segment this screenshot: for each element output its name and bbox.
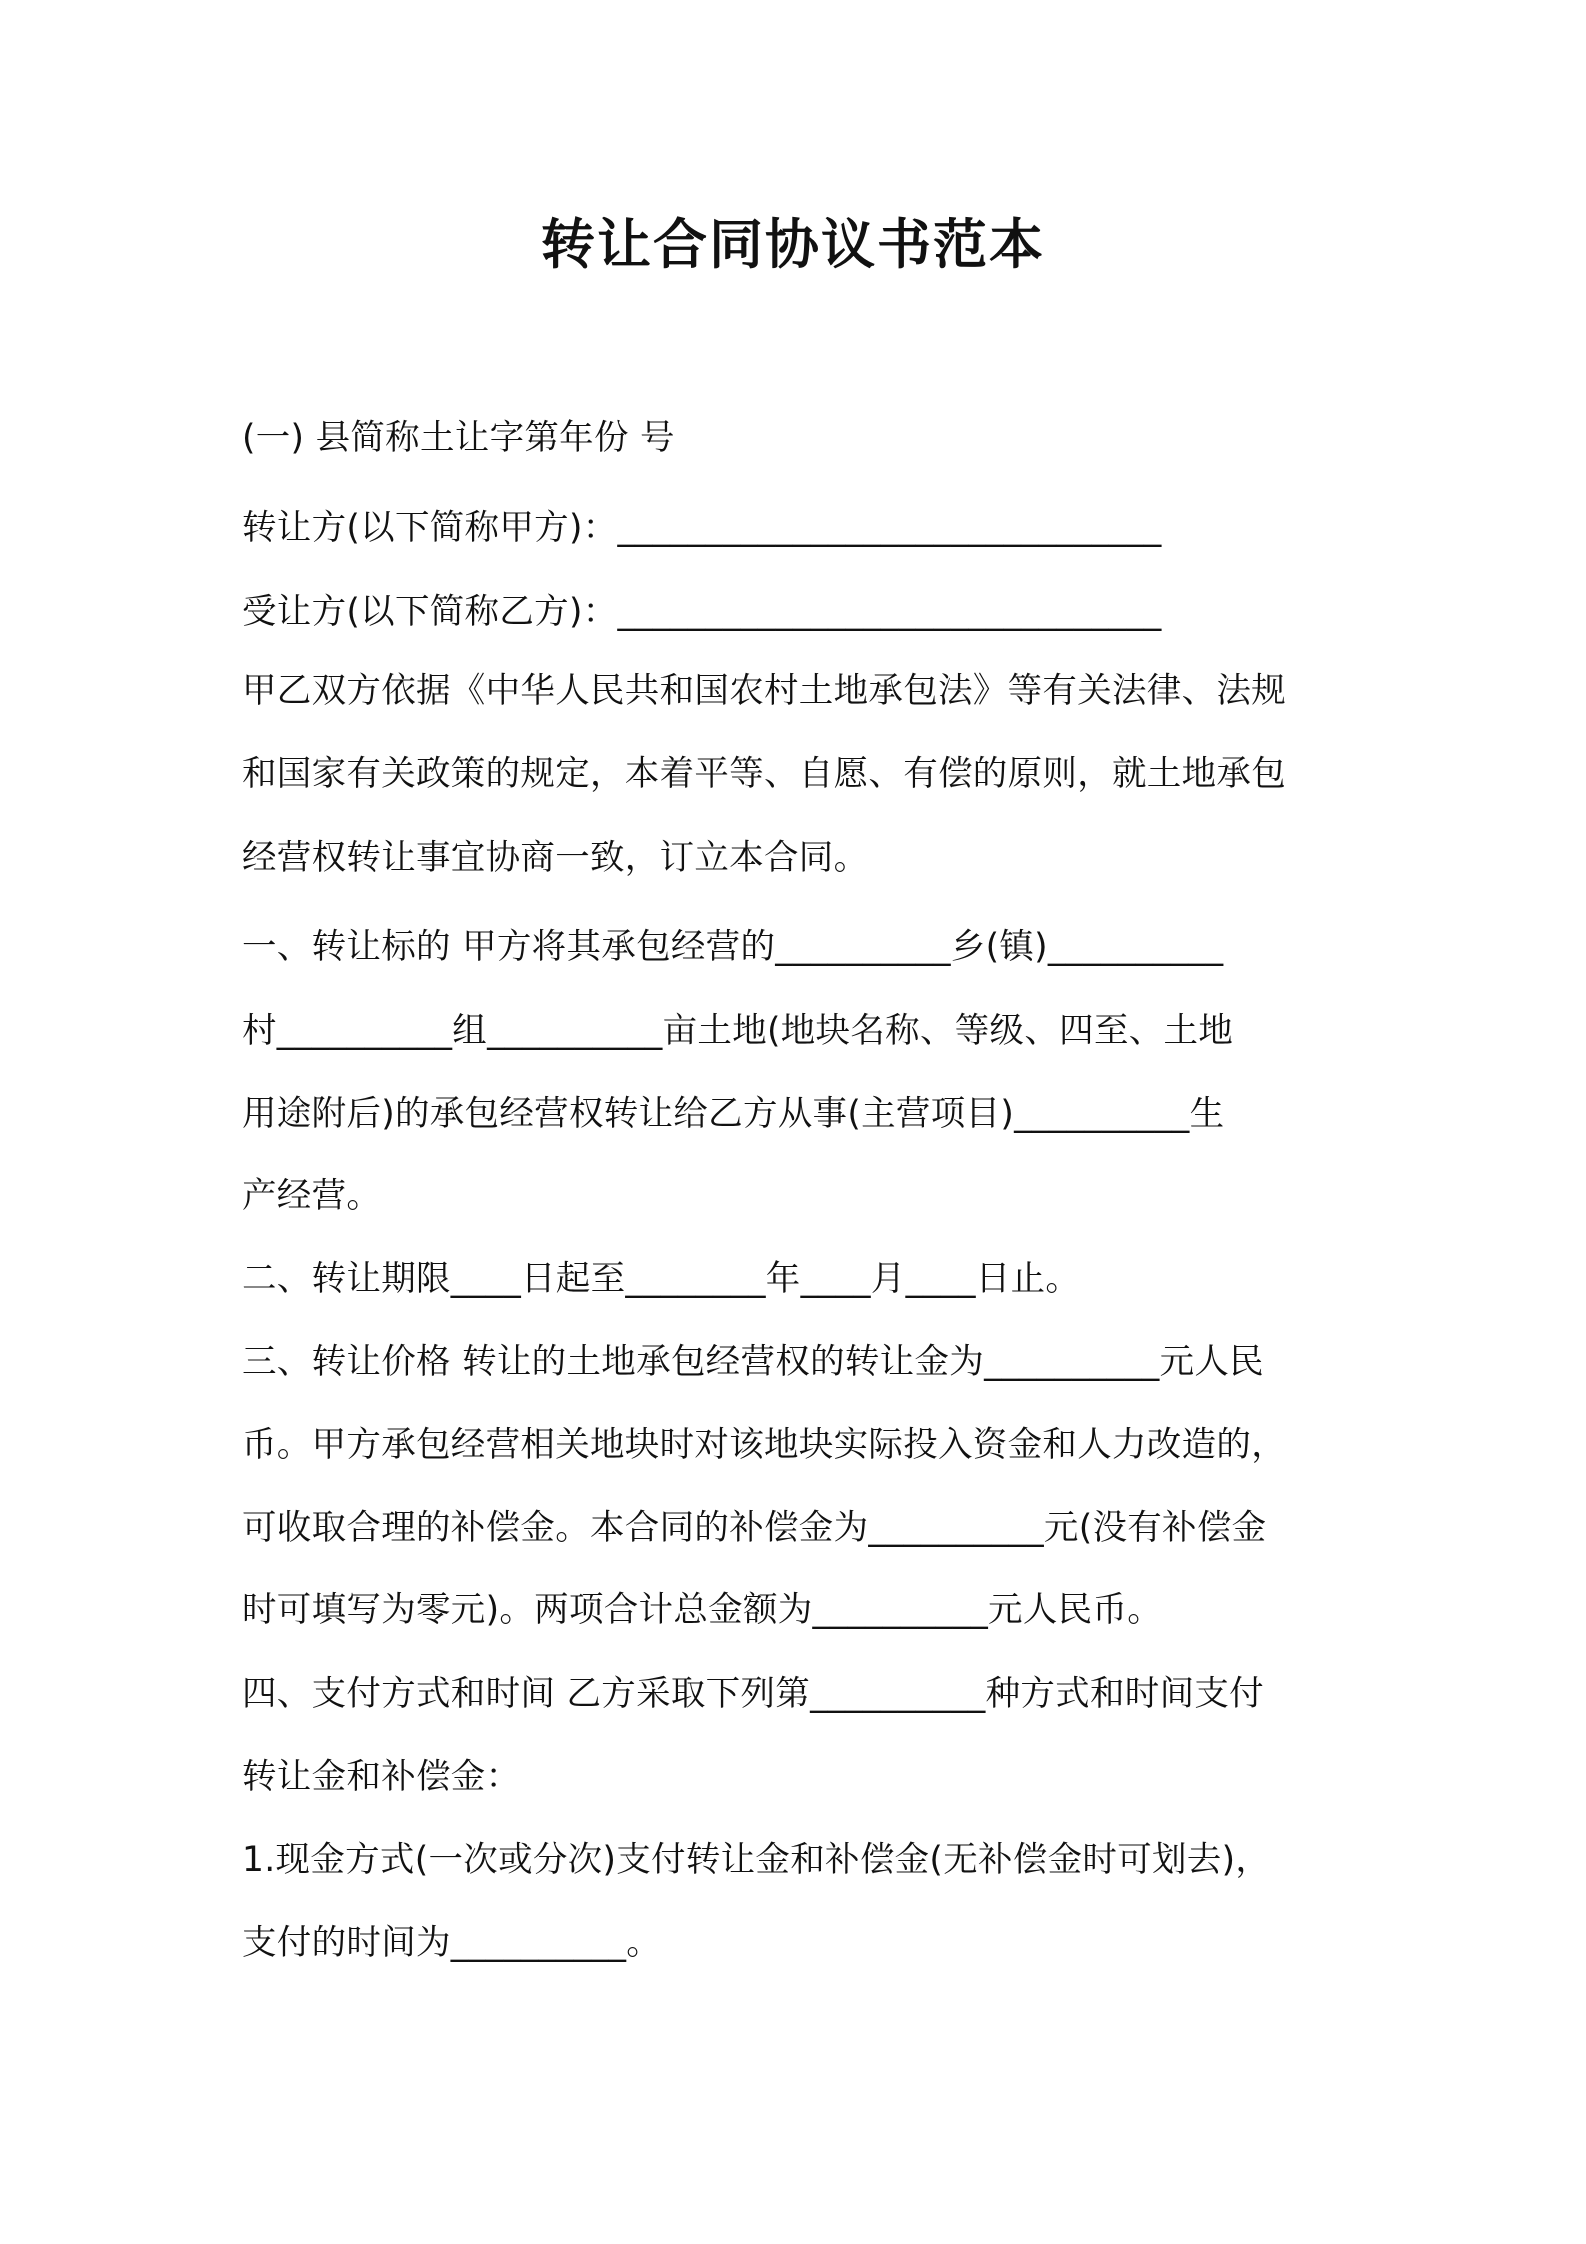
preamble-line-2: 和国家有关政策的规定，本着平等、自愿、有偿的原则，就土地承包 [242, 754, 1286, 794]
clause-4-item-1-line-2: 支付的时间为__________。 [242, 1923, 662, 1963]
clause-1-line-3: 用途附后)的承包经营权转让给乙方从事(主营项目)__________生 [242, 1094, 1225, 1134]
clause-3-line-2: 币。甲方承包经营相关地块时对该地块实际投入资金和人力改造的， [242, 1425, 1286, 1465]
clause-4-line-2: 转让金和补偿金： [242, 1757, 521, 1797]
clause-3-line-3: 可收取合理的补偿金。本合同的补偿金为__________元(没有补偿金 [242, 1508, 1267, 1548]
preamble-line-3: 经营权转让事宜协商一致，订立本合同。 [242, 838, 869, 878]
clause-1-line-1: 一、转让标的 甲方将其承包经营的__________乡(镇)__________ [242, 927, 1224, 967]
clause-3-line-1: 三、转让价格 转让的土地承包经营权的转让金为__________元人民 [242, 1342, 1264, 1382]
clause-2-line: 二、转让期限____日起至________年____月____日止。 [242, 1259, 1081, 1299]
transferor-line: 转让方(以下简称甲方)：_______________________________ [242, 508, 1162, 548]
clause-4-item-1-line-1: 1.现金方式(一次或分次)支付转让金和补偿金(无补偿金时可划去)， [242, 1840, 1271, 1880]
preamble-line-1: 甲乙双方依据《中华人民共和国农村土地承包法》等有关法律、法规 [242, 671, 1286, 711]
transferee-line: 受让方(以下简称乙方)：_______________________________ [242, 592, 1162, 632]
document-number-line: (一) 县简称土让字第年份 号 [242, 418, 675, 458]
clause-3-line-4: 时可填写为零元)。两项合计总金额为__________元人民币。 [242, 1590, 1163, 1630]
clause-1-line-2: 村__________组__________亩土地(地块名称、等级、四至、土地 [242, 1011, 1234, 1051]
document-title: 转让合同协议书范本 [541, 213, 1045, 276]
clause-4-line-1: 四、支付方式和时间 乙方采取下列第__________种方式和时间支付 [242, 1674, 1264, 1714]
clause-1-line-4: 产经营。 [242, 1176, 382, 1216]
